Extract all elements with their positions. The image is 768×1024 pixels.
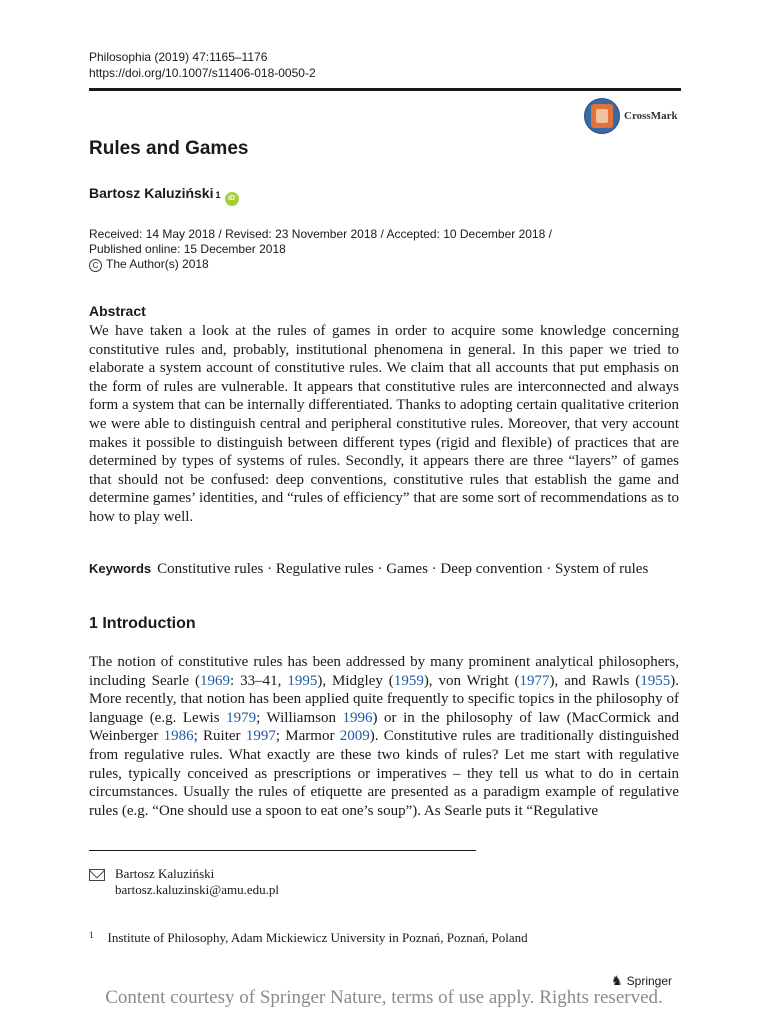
history-dates: Received: 14 May 2018 / Revised: 23 November 2018 / Accepted: 10 December 2018 / [89,227,552,241]
article-title: Rules and Games [89,138,249,159]
crossmark-badge[interactable] [584,98,678,134]
doi-link[interactable]: https://doi.org/10.1007/s11406-018-0050-2 [89,66,316,80]
copyright-text: The Author(s) 2018 [106,257,209,271]
copyright [89,257,552,272]
article-dates [89,227,552,272]
crossmark-label: CrossMark [624,110,678,122]
affiliation-number: 1 [89,930,94,940]
intro-text: : 33–41, [230,672,288,689]
keywords-label: Keywords [89,561,152,576]
publisher-name: Springer [626,974,673,988]
citation-link[interactable]: 1996 [342,709,373,726]
crossmark-icon [584,98,620,134]
springer-horse-icon: ♞ [611,973,623,988]
header-rule [89,88,681,91]
intro-text: ) or in the philosophy of law (MacCormick and Weinberger [89,709,680,745]
author-name: Bartosz Kaluziński [89,185,214,201]
orcid-icon[interactable]: iD [225,192,239,206]
journal-info [89,49,316,81]
citation-link[interactable]: 1997 [245,728,276,745]
intro-text: ). More recently, that notion has been applied quite frequently to specific topics in the philosophy of language (e.g. Lewis [89,672,679,726]
intro-text: ), von Wright ( [423,672,520,689]
author-line [89,185,239,204]
citation-link[interactable]: 1969 [200,672,231,689]
affiliation-text: Institute of Philosophy, Adam Mickiewicz University in Poznań, Poznań, Poland [107,930,528,945]
contact-email[interactable]: bartosz.kaluzinski@amu.edu.pl [115,882,279,897]
journal-citation: Philosophia (2019) 47:1165–1176 [89,50,268,64]
intro-text: ), Midgley ( [317,672,394,689]
intro-text: ), and Rawls ( [549,672,641,689]
copyright-icon: C [89,259,102,272]
affiliation-footnote [89,930,528,946]
contact-name: Bartosz Kaluziński [115,866,215,881]
citation-link[interactable]: 1955 [640,672,671,689]
intro-text: The notion of constitutive rules has been addressed by many prominent analytical philosophers, including Searle ( [89,654,679,689]
keywords-line [89,561,648,578]
citation-link[interactable]: 1995 [287,672,318,689]
envelope-icon [89,869,105,881]
corresponding-author [89,866,279,898]
citation-link[interactable]: 1986 [163,728,194,745]
courtesy-watermark: Content courtesy of Springer Nature, terms of use apply. Rights reserved. [105,987,663,1008]
intro-paragraph [89,653,679,820]
citation-link[interactable]: 1959 [393,672,424,689]
abstract-heading: Abstract [89,303,146,319]
abstract-text: We have taken a look at the rules of games in order to acquire some knowledge concerning constitutive rules and, probably, institutional phenomena in general. In this paper we tried to elaborate a system account of constitutive rules. We claim that all accounts that put emphasis on the form of rules are vulnerable. It appears that constitutive rules are interconnected and always form a system that can be internally differentiated. Thanks to adopting certain qualitative criterion we were able to distinguish central and peripheral constitutive rules. Moreover, that very account makes it possible to distinguish between different types (rigid and flexible) of practices that are determined by types of systems of rules. Secondly, it appears there are three “layers” of games that should not be confused: deep conventions, constitutive rules that establish the game and determine games’ identities, and “rules of efficiency” that are some sort of recommendations as to how to play well. [89,323,679,525]
author-affiliation-ref: 1 [215,190,221,200]
intro-text: ). Constitutive rules are traditionally distinguished from regulative rules. What exactly are these two kinds of rules? Let me start with regulative rules, typically conceived as prescriptions or imperatives – they tell us what to do in certain circumstances. Usually the rules of etiquette are presented as a paradigm example of regulative rules (e.g. “One should use a spoon to eat one’s soup”). As Searle puts it “Regulative [89,728,680,819]
keywords-list: Constitutive rules · Regulative rules · Games · Deep convention · System of rules [157,561,649,577]
footnote-rule [89,850,476,851]
citation-link[interactable]: 1979 [226,709,257,726]
citation-link[interactable]: 2009 [339,728,370,745]
citation-link[interactable]: 1977 [519,672,550,689]
published-date: Published online: 15 December 2018 [89,242,286,256]
intro-text: ; Ruiter [193,728,246,745]
intro-text: ; Marmor [275,728,340,745]
section-heading: 1 Introduction [89,615,196,632]
intro-text: ; Williamson [256,709,343,726]
